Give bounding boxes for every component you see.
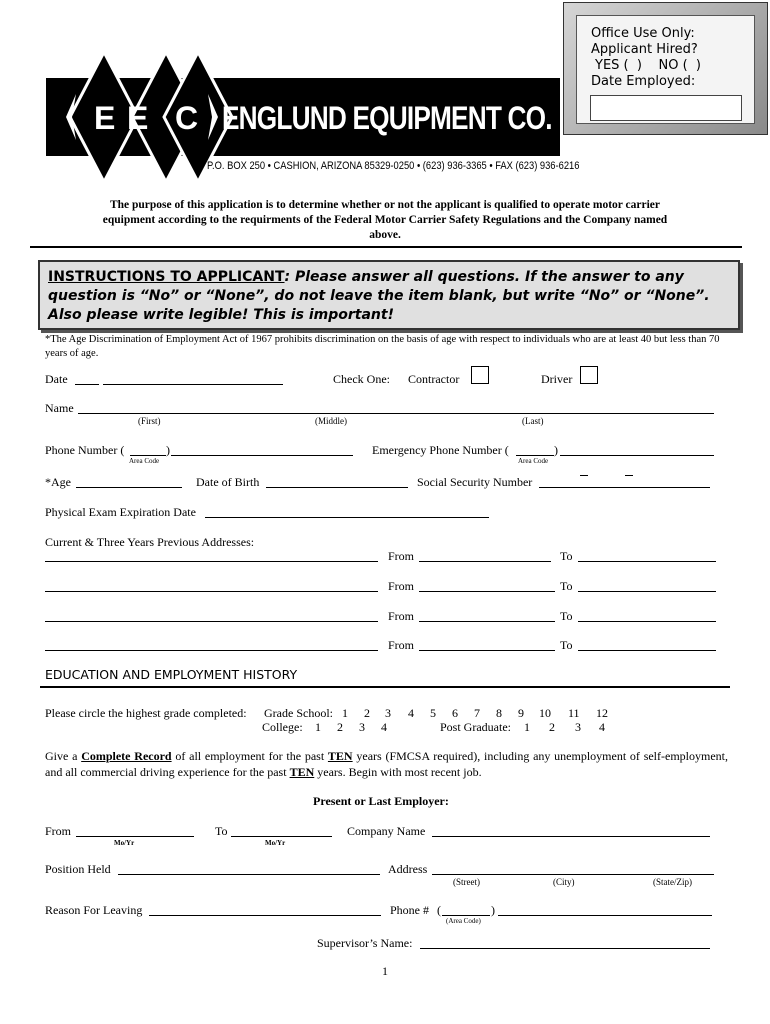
- address-to-label: To: [560, 549, 573, 563]
- employment-text: years (FMCSA required), including any unemployment of self-employment, and all commercial driving experience for the past: [45, 749, 728, 779]
- grade-option[interactable]: 12: [596, 706, 608, 720]
- education-divider: [40, 686, 730, 688]
- logo-letter-e2: E: [127, 100, 149, 136]
- date-employed-field[interactable]: [590, 95, 742, 121]
- grade-prompt: Please circle the highest grade completed:: [45, 706, 247, 720]
- company-address: P.O. BOX 250 • CASHION, ARIZONA 85329-0250 • (623) 936-3365 • FAX (623) 936-6216: [207, 160, 580, 172]
- address-from-field-3[interactable]: [419, 621, 555, 622]
- address-from-label: From: [388, 609, 415, 623]
- address-field-3[interactable]: [45, 621, 378, 622]
- address-to-field-1[interactable]: [578, 561, 716, 562]
- address-from-label: From: [388, 579, 415, 593]
- education-heading: EDUCATION AND EMPLOYMENT HISTORY: [45, 667, 298, 682]
- address-to-label: To: [560, 638, 573, 652]
- reason-field[interactable]: [149, 915, 381, 916]
- divider: [30, 246, 742, 248]
- street-caption: (Street): [453, 877, 480, 887]
- instructions-text: : Please answer all questions. If the answer to any question is “No” or “None”, do not leave the item blank, but write “No” or “None”. Also please write legible! This is important!: [48, 269, 710, 323]
- grade-option[interactable]: 7: [474, 706, 480, 720]
- college-option[interactable]: 4: [381, 720, 387, 734]
- employment-instructions: [45, 748, 728, 780]
- driver-label: Driver: [541, 372, 573, 386]
- employer-from-field[interactable]: [76, 836, 194, 837]
- addresses-label: Current & Three Years Previous Addresses:: [45, 535, 255, 549]
- post-grad-option[interactable]: 4: [599, 720, 605, 734]
- address-field-2[interactable]: [45, 591, 378, 592]
- ten-emphasis: TEN: [289, 765, 315, 779]
- employer-phone-field[interactable]: [498, 915, 712, 916]
- grade-option[interactable]: 1: [342, 706, 348, 720]
- ten-emphasis: TEN: [327, 749, 353, 763]
- address-to-label: To: [560, 579, 573, 593]
- position-label: Position Held: [45, 862, 111, 876]
- college-option[interactable]: 3: [359, 720, 365, 734]
- name-field[interactable]: [78, 413, 714, 414]
- contractor-checkbox[interactable]: [471, 366, 489, 384]
- driver-checkbox[interactable]: [580, 366, 598, 384]
- emergency-area-code-field[interactable]: [516, 455, 554, 456]
- grade-option[interactable]: 11: [568, 706, 580, 720]
- city-caption: (City): [553, 877, 575, 887]
- last-name-caption: (Last): [522, 416, 544, 426]
- grade-option[interactable]: 3: [385, 706, 391, 720]
- office-use-panel: [576, 15, 755, 124]
- first-name-caption: (First): [138, 416, 161, 426]
- college-option[interactable]: 1: [315, 720, 321, 734]
- middle-name-caption: (Middle): [315, 416, 347, 426]
- grade-option[interactable]: 4: [408, 706, 414, 720]
- employer-area-code-caption: (Area Code): [446, 917, 481, 925]
- phone-area-code-field[interactable]: [130, 455, 166, 456]
- phone-area-code-caption: Area Code: [129, 457, 160, 465]
- grade-school-label: Grade School:: [264, 706, 333, 720]
- office-use-box: [563, 2, 768, 135]
- address-to-field-4[interactable]: [578, 650, 716, 651]
- ssn-field[interactable]: [539, 487, 710, 488]
- address-from-field-2[interactable]: [419, 591, 555, 592]
- check-one-label: Check One:: [333, 372, 390, 386]
- supervisor-field[interactable]: [420, 948, 710, 949]
- post-grad-option[interactable]: 3: [575, 720, 581, 734]
- address-field-1[interactable]: [45, 561, 378, 562]
- employment-text: of all employment for the past: [171, 749, 328, 763]
- date-label: Date: [45, 372, 68, 386]
- date-employed-label: Date Employed:: [591, 74, 696, 89]
- emergency-phone-field[interactable]: [560, 455, 714, 456]
- physical-exam-field[interactable]: [205, 517, 489, 518]
- employment-text: years. Begin with most recent job.: [314, 765, 482, 779]
- phone-label: Phone Number (: [45, 443, 125, 457]
- grade-option[interactable]: 9: [518, 706, 524, 720]
- company-name-field[interactable]: [432, 836, 710, 837]
- grade-option[interactable]: 2: [364, 706, 370, 720]
- office-use-title: Office Use Only:: [591, 26, 695, 41]
- page-number: 1: [382, 964, 388, 978]
- date-field-2[interactable]: [103, 384, 283, 385]
- emergency-phone-label: Emergency Phone Number (: [372, 443, 509, 457]
- logo-letter-c: C: [175, 100, 199, 136]
- address-from-label: From: [388, 638, 415, 652]
- employer-to-field[interactable]: [231, 836, 332, 837]
- address-to-label: To: [560, 609, 573, 623]
- company-name: ENGLUND EQUIPMENT CO.: [222, 100, 552, 136]
- employer-area-code-field[interactable]: [442, 915, 490, 916]
- applicant-hired-label: Applicant Hired?: [591, 42, 698, 57]
- address-to-field-3[interactable]: [578, 621, 716, 622]
- age-label: *Age: [45, 475, 71, 489]
- age-discrimination-note: *The Age Discrimination of Employment Act of 1967 prohibits discrimination on the basis of age with respect to individuals who are at least 40 but less than 70 years of age.: [45, 334, 720, 359]
- college-option[interactable]: 2: [337, 720, 343, 734]
- position-field[interactable]: [118, 874, 380, 875]
- ssn-dash-2: [625, 475, 633, 476]
- company-name-label: Company Name: [347, 824, 426, 838]
- emergency-area-code-caption: Area Code: [518, 457, 549, 465]
- complete-record-emphasis: Complete Record: [81, 749, 172, 763]
- post-grad-option[interactable]: 1: [524, 720, 530, 734]
- post-grad-option[interactable]: 2: [549, 720, 555, 734]
- address-from-field-1[interactable]: [419, 561, 551, 562]
- grade-option[interactable]: 5: [430, 706, 436, 720]
- grade-option[interactable]: 8: [496, 706, 502, 720]
- emergency-paren: ): [554, 443, 558, 457]
- address-from-field-4[interactable]: [419, 650, 555, 651]
- state-zip-caption: (State/Zip): [653, 877, 692, 887]
- purpose-statement: The purpose of this application is to determine whether or not the applicant is qualified to operate motor carrier equipment according to the requirments of the Federal Motor Carrier Safety Regulations and the Company named above.: [102, 199, 668, 241]
- grade-option[interactable]: 10: [539, 706, 551, 720]
- employment-text: Give a: [45, 749, 82, 763]
- employer-from-label: From: [45, 824, 72, 838]
- name-label: Name: [45, 401, 74, 415]
- dob-field[interactable]: [266, 487, 408, 488]
- physical-exam-label: Physical Exam Expiration Date: [45, 505, 196, 519]
- employer-phone-label: Phone #: [390, 903, 429, 917]
- employer-phone-paren-open: (: [437, 903, 441, 917]
- address-to-field-2[interactable]: [578, 591, 716, 592]
- employer-to-label: To: [215, 824, 228, 838]
- dob-label: Date of Birth: [196, 475, 260, 489]
- age-field[interactable]: [76, 487, 182, 488]
- logo-letter-e1: E: [94, 100, 116, 136]
- ssn-dash-1: [580, 475, 588, 476]
- from-mo-yr-caption: Mo/Yr: [114, 839, 135, 847]
- address-from-label: From: [388, 549, 415, 563]
- post-graduate-label: Post Graduate:: [440, 720, 511, 734]
- phone-field[interactable]: [171, 455, 353, 456]
- grade-option[interactable]: 6: [452, 706, 458, 720]
- address-field-4[interactable]: [45, 650, 378, 651]
- instructions-box: [38, 260, 740, 330]
- college-label: College:: [262, 720, 303, 734]
- yes-no-options[interactable]: YES ( ) NO ( ): [595, 58, 701, 73]
- date-field-1[interactable]: [75, 384, 99, 385]
- instructions-lead: INSTRUCTIONS TO APPLICANT: [48, 269, 285, 285]
- supervisor-label: Supervisor’s Name:: [317, 936, 413, 950]
- employer-phone-paren-close: ): [491, 903, 495, 917]
- phone-paren: ): [166, 443, 170, 457]
- contractor-label: Contractor: [408, 372, 460, 386]
- to-mo-yr-caption: Mo/Yr: [265, 839, 286, 847]
- present-employer-heading: Present or Last Employer:: [313, 794, 449, 808]
- reason-label: Reason For Leaving: [45, 903, 143, 917]
- employer-address-field[interactable]: [432, 874, 714, 875]
- ssn-label: Social Security Number: [417, 475, 533, 489]
- employer-address-label: Address: [388, 862, 428, 876]
